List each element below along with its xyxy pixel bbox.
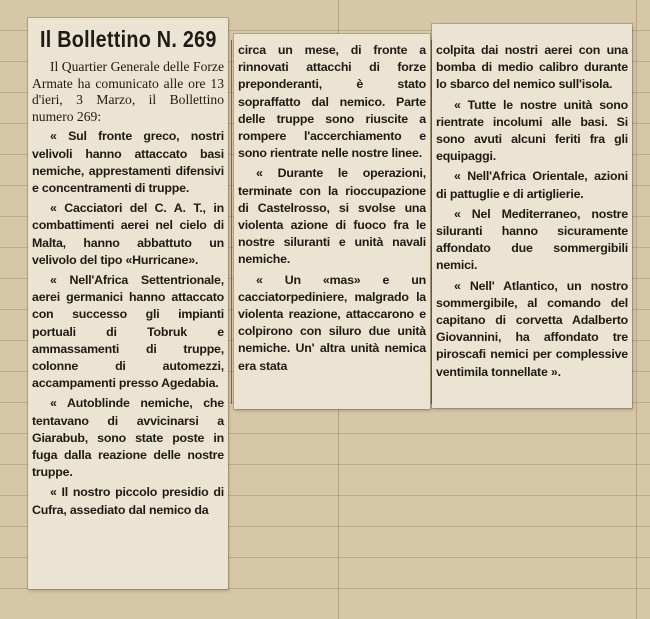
column-2-text — [238, 42, 426, 375]
paragraph: circa un mese, di fronte a rinnovati attacchi di forze preponderanti, è stato sopraffatto dal nemico. Parte delle truppe sono riuscite a rompere l'accerchiamento e sono rientrate nelle nostre linee. — [238, 43, 426, 161]
paragraph: « Nell' Atlantico, un nostro sommergibile, al comando del capitano di corvetta Adalberto Giovannini, ha affondato tre piroscafi nemici per complessive ventimila tonnellate ». — [436, 278, 628, 379]
column-1-text — [32, 59, 224, 519]
paragraph: « Un «mas» e un cacciatorpediniere, malgrado la violenta reazione, attaccarono e colpirono con siluro due unità nemiche. Un' altra unità nemica era stata — [238, 272, 426, 373]
column-3-text — [436, 42, 628, 381]
paragraph: « Nell'Africa Settentrionale, aerei germanici hanno attaccato con successo gli impianti portuali di Tobruk e ammassamenti di truppe, colonne di automezzi, accampamenti presso Agedabia. — [32, 273, 224, 391]
page-grid-line — [636, 0, 637, 619]
column-rule — [431, 40, 432, 404]
paragraph: « Durante le operazioni, terminate con la rioccupazione di Castelrosso, si svolse una violenta azione di fuoco fra le nostre siluranti e unità navali nemiche. — [238, 166, 426, 267]
paragraph: « Nel Mediterraneo, nostre siluranti hanno sicuramente affondato due sommergibili nemici. — [436, 206, 628, 273]
intro-paragraph: Il Quartier Generale delle Forze Armate ha comunicato alle ore 13 d'ieri, 3 Marzo, il Bollettino numero 269: — [32, 59, 224, 124]
paragraph: « Nell'Africa Orientale, azioni di pattuglie e di artiglierie. — [436, 169, 628, 201]
paragraph: « Cacciatori del C. A. T., in combattimenti aerei nel cielo di Malta, hanno abbattuto un velivolo del tipo «Hurricane». — [32, 201, 224, 267]
headline: Il Bollettino N. 269 — [40, 26, 217, 52]
clipping-column-2 — [234, 34, 430, 409]
paragraph: « Sul fronte greco, nostri velivoli hanno attaccato basi nemiche, apprestamenti difensivi e concentramenti di truppe. — [32, 129, 224, 195]
paragraph: « Il nostro piccolo presidio di Cufra, assediato dal nemico da — [32, 485, 224, 517]
column-rule — [231, 40, 232, 404]
paragraph: colpita dai nostri aerei con una bomba di medio calibro durante lo sbarco del nemico sull'isola. — [436, 43, 628, 92]
paragraph: « Tutte le nostre unità sono rientrate incolumi alle basi. Si sono avuti alcuni feriti fra gli equipaggi. — [436, 97, 628, 164]
clipping-column-3 — [432, 24, 632, 408]
clipping-column-1 — [28, 18, 228, 589]
paragraph: « Autoblinde nemiche, che tentavano di avvicinarsi a Giarabub, sono state poste in fuga dalla reazione delle nostre truppe. — [32, 396, 224, 480]
